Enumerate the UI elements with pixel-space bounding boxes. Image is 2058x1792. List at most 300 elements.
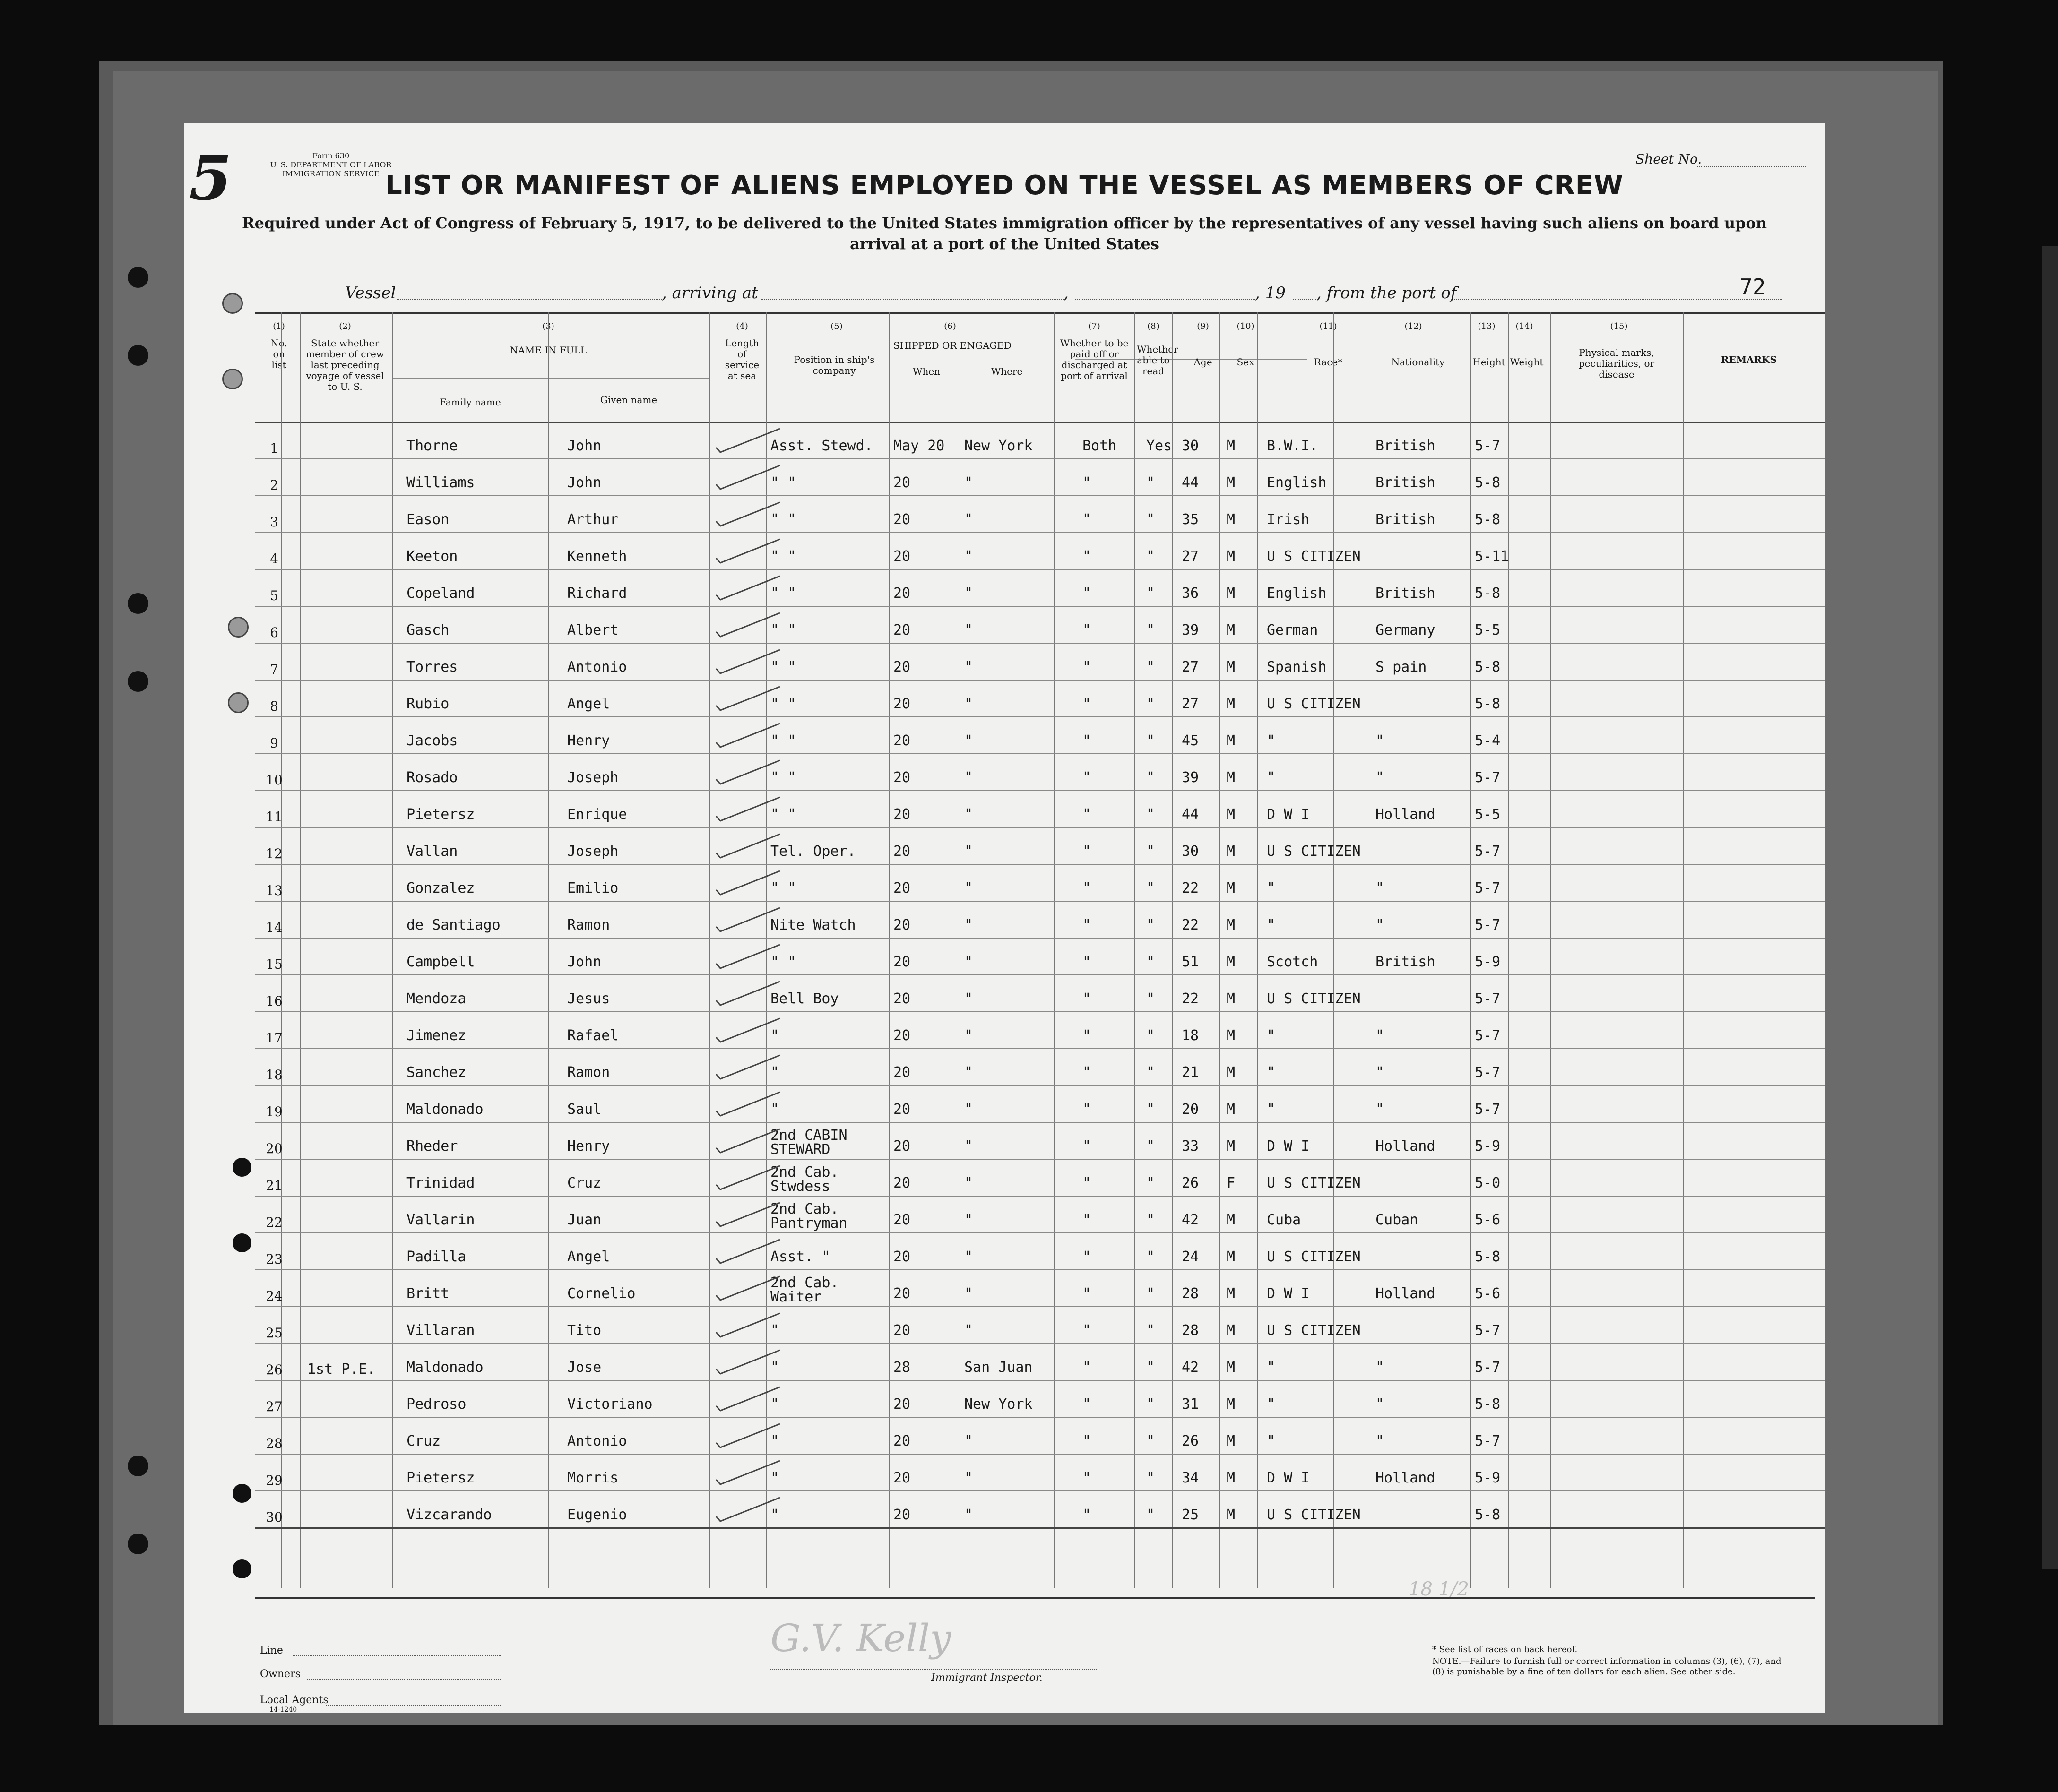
shipped-when-cell: 28 [893, 1359, 911, 1376]
sex-cell: M [1227, 474, 1236, 491]
height-cell: 5-7 [1475, 1101, 1501, 1118]
family-name-cell: Thorne [406, 438, 458, 454]
col-11-number: (11) [1319, 321, 1337, 331]
height-cell: 5-5 [1475, 622, 1501, 638]
shipped-when-cell: 20 [893, 585, 911, 602]
age-cell: 25 [1182, 1507, 1199, 1523]
family-name-cell: Sanchez [406, 1064, 467, 1081]
nationality-cell: " [1375, 732, 1384, 749]
service-checkmark [714, 1385, 785, 1413]
given-name-cell: Joseph [567, 769, 619, 786]
able-to-read-cell: " [1146, 1212, 1155, 1228]
shipped-where-cell: " [964, 548, 973, 565]
able-to-read-cell: " [1146, 1433, 1155, 1449]
port-field [1451, 299, 1782, 300]
height-cell: 5-8 [1475, 1249, 1501, 1265]
family-name-cell: Gasch [406, 622, 450, 638]
service-checkmark [714, 721, 785, 750]
sex-cell: M [1227, 880, 1236, 896]
able-to-read-cell: " [1146, 1322, 1155, 1339]
paid-off-cell: " [1082, 880, 1091, 896]
shipped-where-cell: " [964, 474, 973, 491]
able-to-read-cell: " [1146, 548, 1155, 565]
col-7-header: Whether to be paid off or discharged at port of arrival [1060, 337, 1129, 381]
row-number: 23 [266, 1251, 283, 1267]
service-checkmark [714, 537, 785, 565]
row-number: 1 [270, 440, 278, 456]
col-9-number: (9) [1197, 321, 1209, 331]
service-checkmark [714, 1163, 785, 1192]
family-name-cell: Torres [406, 659, 458, 675]
able-to-read-cell: " [1146, 511, 1155, 528]
given-name-cell: Victoriano [567, 1396, 653, 1413]
service-checkmark [714, 832, 785, 860]
age-cell: 27 [1182, 696, 1199, 712]
able-to-read-cell: " [1146, 1249, 1155, 1265]
shipped-when-cell: 20 [893, 843, 911, 860]
sex-cell: M [1227, 511, 1236, 528]
paid-off-cell: " [1082, 1175, 1091, 1191]
height-cell: 5-7 [1475, 769, 1501, 786]
family-name-cell: Copeland [406, 585, 475, 602]
shipped-when-cell: 20 [893, 622, 911, 638]
service-checkmark [714, 1348, 785, 1376]
page-subtitle: Required under Act of Congress of February 5, 1917, to be delivered to the United States immigration officer by the representatives of any vessel having such aliens on board upon arrival at a port of the United States [242, 214, 1767, 253]
position-cell: " " [770, 806, 796, 823]
service-checkmark [714, 758, 785, 786]
given-name-cell: Antonio [567, 1433, 627, 1449]
race-cell: " [1267, 1064, 1276, 1081]
age-cell: 20 [1182, 1101, 1199, 1118]
paid-off-cell: " [1082, 806, 1091, 823]
punch-hole [233, 1158, 251, 1177]
paid-off-cell: " [1082, 1359, 1091, 1376]
age-cell: 24 [1182, 1249, 1199, 1265]
family-name-cell: Rosado [406, 769, 458, 786]
shipped-when-cell: 20 [893, 1064, 911, 1081]
punch-hole [228, 617, 249, 638]
position-cell: " [770, 1027, 779, 1044]
page-title: LIST OR MANIFEST OF ALIENS EMPLOYED ON THE VESSEL AS MEMBERS OF CREW [385, 170, 1624, 201]
paid-off-cell: " [1082, 1212, 1091, 1228]
shipped-when-cell: 20 [893, 1249, 911, 1265]
race-cell: English [1267, 474, 1327, 491]
paid-off-cell: " [1082, 659, 1091, 675]
given-name-cell: Eugenio [567, 1507, 627, 1523]
year-field [1293, 299, 1316, 300]
paid-off-cell: " [1082, 954, 1091, 970]
sex-cell: M [1227, 438, 1236, 454]
position-cell: " [770, 1359, 779, 1376]
shipped-when-cell: 20 [893, 659, 911, 675]
service-checkmark [714, 905, 785, 934]
row-number: 28 [266, 1436, 283, 1451]
shipped-where-cell: " [964, 1507, 973, 1523]
sex-cell: M [1227, 769, 1236, 786]
row-number: 21 [266, 1178, 283, 1193]
row-number: 22 [266, 1215, 283, 1230]
able-to-read-cell: " [1146, 843, 1155, 860]
family-name-header: Family name [440, 396, 501, 408]
row-number: 15 [266, 956, 283, 972]
paid-off-cell: " [1082, 843, 1091, 860]
sex-cell: M [1227, 622, 1236, 638]
service-checkmark [714, 1495, 785, 1524]
given-name-cell: Jose [567, 1359, 602, 1376]
family-name-cell: Rheder [406, 1138, 458, 1154]
col-15-header: Physical marks, peculiarities, or disease [1578, 347, 1655, 380]
service-checkmark [714, 1053, 785, 1081]
nationality-cell: British [1375, 954, 1435, 970]
race-cell: " [1267, 1433, 1276, 1449]
nationality-cell: " [1375, 1027, 1384, 1044]
col-13-number: (13) [1478, 321, 1496, 331]
sex-cell: M [1227, 1433, 1236, 1449]
shipped-where-cell: " [964, 696, 973, 712]
family-name-cell: Rubio [406, 696, 450, 712]
age-cell: 36 [1182, 585, 1199, 602]
row-number: 2 [270, 477, 278, 493]
height-cell: 5-6 [1475, 1212, 1501, 1228]
height-cell: 5-7 [1475, 880, 1501, 896]
service-checkmark [714, 1127, 785, 1155]
service-checkmark [714, 1090, 785, 1118]
shipped-when-cell: 20 [893, 548, 911, 565]
binder-hole [128, 671, 148, 692]
punch-hole [233, 1484, 251, 1503]
paid-off-cell: " [1082, 1138, 1091, 1154]
row-number: 25 [266, 1325, 283, 1341]
sheet-no-line [1697, 166, 1806, 167]
given-name-cell: Henry [567, 732, 610, 749]
paid-off-cell: " [1082, 1285, 1091, 1302]
age-cell: 18 [1182, 1027, 1199, 1044]
height-cell: 5-8 [1475, 585, 1501, 602]
col-10-number: (10) [1237, 321, 1254, 331]
row-number: 5 [270, 588, 278, 603]
position-cell: 2nd CABIN STEWARD [770, 1127, 847, 1158]
given-name-cell: Ramon [567, 1064, 610, 1081]
age-cell: 21 [1182, 1064, 1199, 1081]
given-name-cell: Antonio [567, 659, 627, 675]
nationality-cell: British [1375, 438, 1435, 454]
paid-off-cell: " [1082, 474, 1091, 491]
given-name-cell: Kenneth [567, 548, 627, 565]
row-number: 18 [266, 1067, 283, 1083]
service-checkmark [714, 463, 785, 491]
table-row [255, 643, 1825, 680]
race-cell: Cuba [1267, 1212, 1301, 1228]
nationality-cell: " [1375, 917, 1384, 933]
handwritten-sheet-number: 5 [189, 142, 232, 214]
family-name-cell: Pedroso [406, 1396, 467, 1413]
able-to-read-cell: " [1146, 1138, 1155, 1154]
sex-cell: M [1227, 1285, 1236, 1302]
footer-top-border [255, 1597, 1815, 1599]
paid-off-cell: " [1082, 622, 1091, 638]
col-10-header: Sex [1237, 356, 1254, 368]
row-number: 7 [270, 662, 278, 677]
position-cell: " " [770, 474, 796, 491]
service-checkmark [714, 500, 785, 528]
family-name-cell: Mendoza [406, 991, 467, 1007]
sheet-no-label: Sheet No. [1635, 151, 1702, 167]
col-1-number: (1) [273, 321, 285, 331]
family-name-cell: Keeton [406, 548, 458, 565]
age-cell: 30 [1182, 843, 1199, 860]
age-cell: 22 [1182, 991, 1199, 1007]
shipped-when-cell: 20 [893, 696, 911, 712]
service-checkmark [714, 574, 785, 602]
date-field [1075, 299, 1255, 300]
position-cell: Tel. Oper. [770, 843, 856, 860]
family-name-cell: Vallan [406, 843, 458, 860]
able-to-read-cell: " [1146, 1175, 1155, 1191]
paid-off-cell: " [1082, 1064, 1091, 1081]
race-cell: D W I [1267, 1138, 1310, 1154]
col-3-number: (3) [542, 321, 554, 331]
race-cell: " [1267, 1027, 1276, 1044]
given-name-cell: Emilio [567, 880, 619, 896]
col-3-header: NAME IN FULL [510, 345, 587, 356]
binder-hole [128, 593, 148, 614]
shipped-when-cell: 20 [893, 1507, 911, 1523]
nationality-cell: British [1375, 511, 1435, 528]
date-separator: , [1064, 284, 1069, 302]
sex-cell: M [1227, 1027, 1236, 1044]
given-name-cell: Rafael [567, 1027, 619, 1044]
punch-hole [222, 293, 243, 314]
position-cell: " " [770, 696, 796, 712]
shipped-when-cell: 20 [893, 474, 911, 491]
position-cell: Asst. " [770, 1249, 830, 1265]
given-name-cell: Angel [567, 1249, 610, 1265]
shipped-when-cell: 20 [893, 1470, 911, 1486]
form-number: Form 630 [312, 151, 350, 160]
table-row [255, 1048, 1825, 1085]
shipped-when-cell: 20 [893, 1175, 911, 1191]
age-cell: 45 [1182, 732, 1199, 749]
nationality-cell: " [1375, 880, 1384, 896]
family-name-cell: Gonzalez [406, 880, 475, 896]
paid-off-cell: " [1082, 1322, 1091, 1339]
race-cell: D W I [1267, 806, 1310, 823]
sex-cell: M [1227, 917, 1236, 933]
shipped-where-cell: New York [964, 438, 1033, 454]
age-cell: 22 [1182, 880, 1199, 896]
race-cell: Scotch [1267, 954, 1318, 970]
service-checkmark [714, 647, 785, 676]
table-row [255, 974, 1825, 1011]
position-cell: " " [770, 880, 796, 896]
position-cell: 2nd Cab. Stwdess [770, 1164, 839, 1195]
race-cell: B.W.I. [1267, 438, 1318, 454]
table-top-border [255, 312, 1825, 314]
able-to-read-cell: " [1146, 696, 1155, 712]
sex-cell: M [1227, 1507, 1236, 1523]
binder-hole [128, 267, 148, 288]
family-name-cell: Williams [406, 474, 475, 491]
shipped-where-cell: " [964, 1249, 973, 1265]
shipped-where-cell: " [964, 880, 973, 896]
paid-off-cell: " [1082, 1396, 1091, 1413]
name-subheader-line [392, 378, 709, 379]
col-13-header: Height [1472, 356, 1505, 368]
shipped-when-cell: 20 [893, 1285, 911, 1302]
row-number: 12 [266, 846, 283, 862]
able-to-read-cell: Yes [1146, 438, 1172, 454]
agents-label: Local Agents [260, 1694, 329, 1706]
height-cell: 5-11 [1475, 548, 1509, 565]
sex-cell: F [1227, 1175, 1236, 1191]
shipped-where-cell: " [964, 1212, 973, 1228]
col-11-header: Race* [1314, 356, 1343, 368]
age-cell: 28 [1182, 1285, 1199, 1302]
given-name-cell: Arthur [567, 511, 619, 528]
position-cell: " " [770, 732, 796, 749]
age-cell: 30 [1182, 438, 1199, 454]
table-row [255, 716, 1825, 753]
col-4-number: (4) [736, 321, 748, 331]
race-cell: " [1267, 880, 1276, 896]
row-number: 19 [266, 1104, 283, 1120]
able-to-read-cell: " [1146, 917, 1155, 933]
sex-cell: M [1227, 1396, 1236, 1413]
col-5-number: (5) [830, 321, 843, 331]
table-row [255, 1159, 1825, 1196]
nationality-cell: Cuban [1375, 1212, 1418, 1228]
page-number: 72 [1739, 274, 1766, 300]
nationality-cell: Holland [1375, 1138, 1435, 1154]
family-name-cell: Maldonado [406, 1359, 484, 1376]
remarks-header: REMARKS [1721, 354, 1777, 365]
shipped-where-cell: " [964, 585, 973, 602]
col-9-header: Age [1193, 356, 1212, 368]
table-row [255, 864, 1825, 901]
service-checkmark [714, 1016, 785, 1044]
height-cell: 5-7 [1475, 991, 1501, 1007]
race-cell: U S CITIZEN [1267, 1507, 1361, 1523]
given-name-cell: Saul [567, 1101, 602, 1118]
table-row [255, 1490, 1825, 1527]
shipped-when-cell: 20 [893, 732, 911, 749]
shipped-when-cell: 20 [893, 991, 911, 1007]
race-cell: U S CITIZEN [1267, 1175, 1361, 1191]
shipped-where-cell: " [964, 1322, 973, 1339]
col-12-header: Nationality [1391, 356, 1445, 368]
height-cell: 5-7 [1475, 1027, 1501, 1044]
punch-hole [233, 1559, 251, 1578]
shipped-where-cell: " [964, 1064, 973, 1081]
height-cell: 5-8 [1475, 696, 1501, 712]
table-row [255, 1122, 1825, 1159]
sex-cell: M [1227, 1322, 1236, 1339]
shipped-when-cell: 20 [893, 806, 911, 823]
table-row [255, 1343, 1825, 1380]
age-cell: 27 [1182, 659, 1199, 675]
margin-note: 18 1/2 [1409, 1578, 1469, 1600]
age-cell: 33 [1182, 1138, 1199, 1154]
position-cell: " " [770, 511, 796, 528]
shipped-when-cell: 20 [893, 1396, 911, 1413]
family-name-cell: Eason [406, 511, 450, 528]
table-row [255, 1085, 1825, 1122]
paid-off-cell: " [1082, 548, 1091, 565]
shipped-when-cell: 20 [893, 1212, 911, 1228]
table-row [255, 1454, 1825, 1490]
able-to-read-cell: " [1146, 769, 1155, 786]
paid-off-cell: " [1082, 1249, 1091, 1265]
col-8-number: (8) [1147, 321, 1159, 331]
row-number: 16 [266, 993, 283, 1009]
sex-cell: M [1227, 548, 1236, 565]
binder-hole [128, 345, 148, 366]
height-cell: 5-7 [1475, 1064, 1501, 1081]
col-5-header: Position in ship's company [794, 354, 875, 376]
family-name-cell: Britt [406, 1285, 450, 1302]
service-checkmark [714, 869, 785, 897]
table-row [255, 680, 1825, 716]
height-cell: 5-8 [1475, 474, 1501, 491]
given-name-cell: John [567, 474, 602, 491]
shipped-where-cell: " [964, 991, 973, 1007]
race-cell: D W I [1267, 1285, 1310, 1302]
nationality-cell: " [1375, 1359, 1384, 1376]
sex-cell: M [1227, 585, 1236, 602]
position-cell: 2nd Cab. Pantryman [770, 1201, 847, 1232]
table-row [255, 1196, 1825, 1232]
shipped-where-cell: " [964, 1027, 973, 1044]
shipped-where-cell: " [964, 806, 973, 823]
family-name-cell: Campbell [406, 954, 475, 970]
row-number: 8 [270, 698, 278, 714]
race-cell: U S CITIZEN [1267, 843, 1361, 860]
col-15-number: (15) [1610, 321, 1628, 331]
able-to-read-cell: " [1146, 585, 1155, 602]
family-name-cell: de Santiago [406, 917, 501, 933]
nationality-cell: " [1375, 1433, 1384, 1449]
service-checkmark [714, 795, 785, 823]
height-cell: 5-7 [1475, 917, 1501, 933]
sex-cell: M [1227, 1212, 1236, 1228]
service-checkmark [714, 1458, 785, 1487]
given-name-cell: Jesus [567, 991, 610, 1007]
family-name-cell: Vizcarando [406, 1507, 492, 1523]
shipped-when-cell: 20 [893, 880, 911, 896]
given-name-cell: Richard [567, 585, 627, 602]
service-checkmark [714, 684, 785, 713]
paid-off-cell: " [1082, 696, 1091, 712]
previous-voyage-cell: 1st P.E. [307, 1361, 376, 1378]
row-number: 6 [270, 625, 278, 640]
table-row [255, 532, 1825, 569]
line-field [293, 1655, 501, 1656]
given-name-cell: John [567, 438, 602, 454]
race-cell: " [1267, 1396, 1276, 1413]
table-bottom-rule [255, 1527, 1825, 1529]
table-row [255, 1417, 1825, 1454]
shipped-where-cell: " [964, 1433, 973, 1449]
nationality-cell: Holland [1375, 1285, 1435, 1302]
row-number: 13 [266, 883, 283, 898]
paid-off-cell: " [1082, 585, 1091, 602]
arriving-field [761, 299, 1064, 300]
given-name-cell: Joseph [567, 843, 619, 860]
shipped-where-cell: " [964, 954, 973, 970]
race-cell: " [1267, 1101, 1276, 1118]
family-name-cell: Pietersz [406, 806, 475, 823]
shipped-where-cell: " [964, 732, 973, 749]
